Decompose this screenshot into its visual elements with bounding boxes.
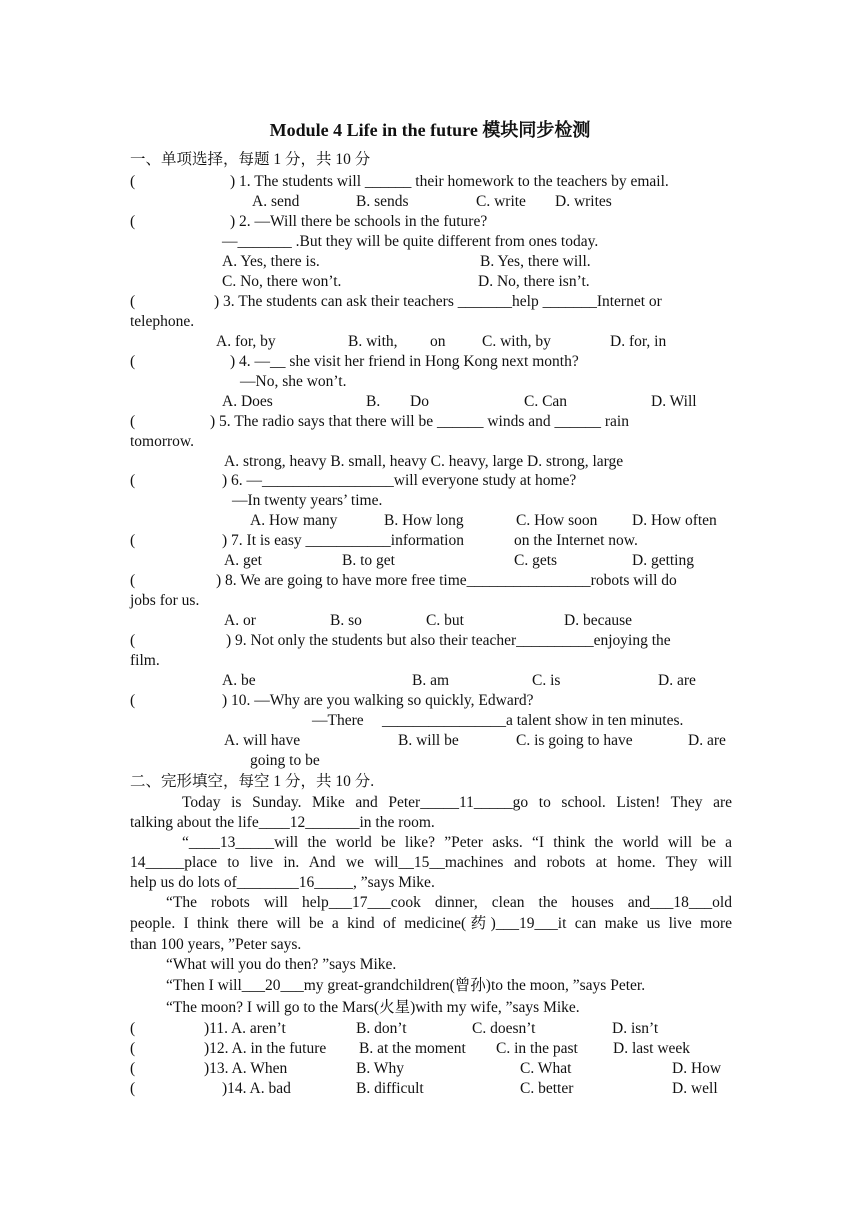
c13-c: C. What [520, 1060, 572, 1077]
q8-paren: ( [130, 572, 136, 589]
q10-opt-a: A. will have [224, 732, 301, 749]
q7-opt-b: B. to get [342, 552, 395, 569]
q10-opt-b: B. will be [398, 732, 459, 749]
c13-d: D. How [672, 1060, 722, 1077]
q7-opt-a: A. get [224, 552, 262, 569]
q8-opt-b: B. so [330, 612, 362, 629]
q4-opt-b: B. [366, 393, 381, 410]
q2-opt-d: D. No, there isn’t. [478, 273, 590, 290]
q6-stem: ) 6. —_________________will everyone study at home? [222, 472, 577, 489]
c11-c: C. doesn’t [472, 1020, 536, 1037]
q9-opt-b: B. am [412, 672, 450, 689]
c14-a: )14. A. bad [222, 1080, 291, 1097]
q3-opt-b: B. with, [348, 333, 398, 350]
q5-opts: A. strong, heavy B. small, heavy C. heavy, large D. strong, large [224, 453, 624, 470]
q2-opt-a: A. Yes, there is. [222, 253, 320, 270]
section1-header: 一、单项选择，每题 1 分，共 10 分 [130, 151, 371, 168]
q6-opt-a: A. How many [250, 512, 338, 529]
q4-line2: —No, she won’t. [240, 373, 347, 390]
q8-line2: jobs for us. [130, 592, 200, 609]
q9-opt-c: C. is [532, 672, 561, 689]
q3-paren: ( [130, 293, 136, 310]
q7-opt-d: D. getting [632, 552, 694, 569]
q3-stem: ) 3. The students can ask their teachers _______help _______Internet or [214, 293, 662, 310]
q9-stem: ) 9. Not only the students but also their teacher__________enjoying the [226, 632, 671, 649]
q3-opt-d: D. for, in [610, 333, 667, 350]
passage-p5: “Then I will___20___my great-grandchildren(曾孙)to the moon, ”says Peter. [166, 977, 646, 994]
q10-paren: ( [130, 692, 136, 709]
passage-p2c: help us do lots of________16_____, ”says Mike. [130, 874, 435, 891]
c11-paren: ( [130, 1020, 136, 1037]
q6-opt-c: C. How soon [516, 512, 598, 529]
q10-opt-c: C. is going to have [516, 732, 633, 749]
q3-opt-c: C. with, by [482, 333, 551, 350]
c12-c: C. in the past [496, 1040, 578, 1057]
passage-p1: Today is Sunday. Mike and Peter_____11_____go to school. Listen! They are [182, 794, 732, 811]
q7-stem-b: on the Internet now. [514, 532, 638, 549]
passage-p2: “____13_____will the world be like? ”Peter asks. “I think the world will be a [182, 834, 732, 851]
q1-opt-c: C. write [476, 193, 526, 210]
c14-b: B. difficult [356, 1080, 424, 1097]
passage-p3b: people. I think there will be a kind of medicine(药)___19___it can make us live more [130, 915, 732, 932]
c12-paren: ( [130, 1040, 136, 1057]
q1-opt-b: B. sends [356, 193, 409, 210]
c12-b: B. at the moment [359, 1040, 466, 1057]
q4-paren: ( [130, 353, 136, 370]
passage-p3c: than 100 years, ”Peter says. [130, 936, 302, 953]
c11-a: )11. A. aren’t [204, 1020, 286, 1037]
q7-stem: ) 7. It is easy ___________information [222, 532, 464, 549]
section2-header: 二、完形填空，每空 1 分，共 10 分. [130, 773, 375, 790]
q5-paren: ( [130, 413, 136, 430]
q2-opt-c: C. No, there won’t. [222, 273, 342, 290]
q10-opt-d: D. are [688, 732, 726, 749]
q4-opt-a: A. Does [222, 393, 273, 410]
c13-a: )13. A. When [204, 1060, 288, 1077]
q7-opt-c: C. gets [514, 552, 558, 569]
q1-opt-d: D. writes [555, 193, 612, 210]
q3-opt-a: A. for, by [216, 333, 276, 350]
q10-opt-d-cont: going to be [250, 752, 320, 769]
q3-line2: telephone. [130, 313, 195, 330]
q1-stem: ) 1. The students will ______ their homework to the teachers by email. [230, 173, 669, 190]
c11-b: B. don’t [356, 1020, 407, 1037]
c12-a: )12. A. in the future [204, 1040, 327, 1057]
q4-opt-b2: Do [410, 393, 429, 410]
q9-line2: film. [130, 652, 160, 669]
q1-paren: ( [130, 173, 136, 190]
q1-opt-a: A. send [252, 193, 300, 210]
q2-paren: ( [130, 213, 136, 230]
q2-stem: ) 2. —Will there be schools in the future? [230, 213, 488, 230]
q6-line2: —In twenty years’ time. [232, 492, 383, 509]
c11-d: D. isn’t [612, 1020, 659, 1037]
passage-p4: “What will you do then? ”says Mike. [166, 956, 397, 973]
q4-stem: ) 4. —__ she visit her friend in Hong Kong next month? [230, 353, 579, 370]
q2-line2: —_______ .But they will be quite different from ones today. [222, 233, 599, 250]
q3-opt-b2: on [430, 333, 446, 350]
c13-b: B. Why [356, 1060, 404, 1077]
q8-opt-a: A. or [224, 612, 256, 629]
q6-opt-d: D. How often [632, 512, 717, 529]
q8-stem: ) 8. We are going to have more free time________________robots will do [216, 572, 677, 589]
q9-opt-d: D. are [658, 672, 696, 689]
q6-opt-b: B. How long [384, 512, 464, 529]
c13-paren: ( [130, 1060, 136, 1077]
q9-paren: ( [130, 632, 136, 649]
q4-opt-d: D. Will [651, 393, 697, 410]
q8-opt-c: C. but [426, 612, 464, 629]
q9-opt-a: A. be [222, 672, 256, 689]
c14-paren: ( [130, 1080, 136, 1097]
c14-d: D. well [672, 1080, 718, 1097]
page-title: Module 4 Life in the future 模块同步检测 [269, 120, 591, 140]
q5-stem: ) 5. The radio says that there will be ______ winds and ______ rain [210, 413, 629, 430]
q2-opt-b: B. Yes, there will. [480, 253, 591, 270]
passage-p6: “The moon? I will go to the Mars(火星)with my wife, ”says Mike. [166, 999, 580, 1016]
passage-p3: “The robots will help___17___cook dinner, clean the houses and___18___old [166, 894, 732, 911]
passage-p1b: talking about the life____12_______in the room. [130, 814, 435, 831]
q10-line2a: —There [312, 712, 364, 729]
c12-d: D. last week [613, 1040, 691, 1057]
q5-line2: tomorrow. [130, 433, 194, 450]
q10-line2b: ________________a talent show in ten minutes. [382, 712, 684, 729]
q7-paren: ( [130, 532, 136, 549]
q8-opt-d: D. because [564, 612, 632, 629]
q10-stem: ) 10. —Why are you walking so quickly, Edward? [222, 692, 534, 709]
c14-c: C. better [520, 1080, 574, 1097]
q6-paren: ( [130, 472, 136, 489]
passage-p2b: 14_____place to live in. And we will__15__machines and robots at home. They will [130, 854, 732, 871]
q4-opt-c: C. Can [524, 393, 568, 410]
